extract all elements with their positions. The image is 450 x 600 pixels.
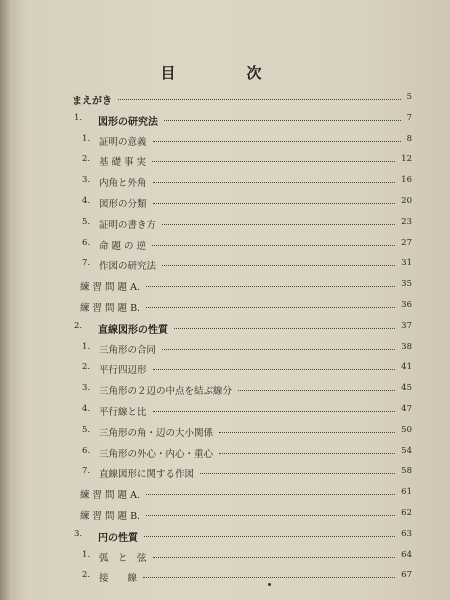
entry-title: 平行線と比 [99, 407, 147, 418]
toc-entry [0, 567, 450, 587]
page-number: 50 [401, 424, 412, 435]
section-number: 3. [82, 175, 91, 186]
toc-entry [0, 463, 450, 483]
section-number: 4. [82, 196, 91, 206]
entry-title: 円の性質 [98, 532, 138, 544]
entry-title: 三角形の２辺の中点を結ぶ線分 [99, 386, 233, 398]
page-number: 5 [406, 92, 412, 102]
toc-entry [0, 401, 450, 421]
toc-entry [0, 214, 450, 234]
section-number: 2. [82, 154, 91, 165]
page-number: 61 [401, 487, 412, 498]
page-number: 54 [401, 445, 412, 456]
dot-leader [153, 557, 396, 558]
section-number: 6. [82, 445, 91, 456]
toc-entry [0, 172, 450, 192]
section-number: 6. [82, 237, 91, 248]
page-number: 23 [401, 216, 412, 227]
toc-entry [0, 422, 450, 442]
entry-title: まえがき [72, 96, 112, 107]
page-number: 38 [401, 341, 412, 352]
dot-leader [219, 453, 395, 454]
dot-leader [144, 536, 395, 537]
toc-entry [0, 380, 450, 400]
toc-entry [0, 526, 450, 546]
section-number: 2. [82, 362, 91, 373]
page-number: 47 [401, 404, 412, 414]
toc-entry [0, 297, 450, 317]
entry-title: 三角形の外心・内心・重心 [99, 448, 214, 460]
entry-title: 作図の研究法 [99, 261, 157, 273]
dot-leader [200, 473, 395, 474]
page-number: 41 [401, 362, 412, 373]
page-number: 58 [401, 466, 412, 477]
section-number: 1. [82, 549, 91, 560]
entry-title: 内角と外角 [99, 178, 147, 190]
toc-entry [0, 235, 450, 255]
section-number: 7. [82, 258, 91, 269]
toc-entry [0, 505, 450, 525]
dot-leader [238, 390, 395, 391]
page-number: 12 [401, 154, 412, 165]
entry-title: 練 習 問 題 B. [80, 303, 141, 314]
toc-entry [0, 359, 450, 379]
entry-title: 接 線 [99, 573, 138, 585]
entry-title: 三角形の合同 [99, 344, 157, 356]
section-number: 5. [82, 424, 91, 435]
toc-entry [0, 276, 450, 296]
toc-entry [0, 193, 450, 213]
dot-leader [146, 307, 395, 308]
section-number: 2. [82, 570, 91, 581]
chapter-number: 2. [74, 320, 83, 331]
page-number: 45 [401, 383, 412, 394]
toc-entry [0, 318, 450, 338]
page-number: 67 [401, 570, 412, 581]
dot-leader [164, 120, 401, 121]
entry-title: 図形の研究法 [98, 116, 158, 128]
dot-leader [118, 99, 401, 100]
dot-leader [162, 349, 395, 350]
page-number: 16 [401, 175, 412, 186]
toc-entry [0, 89, 450, 109]
dot-leader [146, 286, 395, 287]
entry-title: 直線図形に関する作図 [99, 469, 195, 481]
entry-title: 三角形の角・辺の大小関係 [99, 427, 214, 439]
entry-title: 練 習 問 題 B. [80, 511, 141, 522]
dot-leader [152, 245, 395, 246]
page-number: 8 [406, 133, 412, 144]
entry-title: 図形の分類 [99, 199, 147, 210]
toc-entry [0, 110, 450, 130]
entry-title: 証明の書き方 [99, 219, 157, 231]
page-speck [268, 583, 271, 586]
section-number: 5. [82, 216, 91, 227]
entry-title: 命 題 の 逆 [99, 240, 147, 252]
section-number: 7. [82, 466, 91, 477]
dot-leader [143, 577, 395, 578]
dot-leader [153, 182, 396, 183]
dot-leader [153, 203, 396, 204]
entry-title: 弧 と 弦 [99, 552, 147, 564]
dot-leader [153, 369, 396, 370]
toc-entry [0, 131, 450, 151]
entry-title: 平行四辺形 [99, 365, 147, 377]
page-number: 64 [401, 549, 412, 560]
dot-leader [162, 265, 395, 266]
page-number: 7 [406, 112, 412, 123]
toc-entry [0, 151, 450, 171]
page-title: 目 次 [160, 64, 290, 82]
section-number: 4. [82, 404, 91, 414]
dot-leader [153, 141, 401, 142]
entry-title: 基 礎 事 実 [99, 157, 147, 169]
toc-entry [0, 443, 450, 463]
page-number: 31 [401, 258, 412, 269]
page-number: 20 [401, 196, 412, 206]
entry-title: 直線図形の性質 [98, 324, 168, 336]
page-number: 27 [401, 237, 412, 248]
page-number: 63 [401, 528, 412, 539]
entry-title: 証明の意義 [99, 136, 147, 148]
entry-title: 練 習 問 題 A. [80, 282, 140, 294]
dot-leader [219, 432, 395, 433]
page-number: 37 [401, 320, 412, 331]
dot-leader [146, 494, 395, 495]
page-number: 62 [401, 508, 412, 518]
toc-entry [0, 339, 450, 359]
dot-leader [146, 515, 395, 516]
toc-entry [0, 484, 450, 504]
section-number: 3. [82, 383, 91, 394]
toc-entry [0, 255, 450, 275]
section-number: 1. [82, 341, 91, 352]
section-number: 1. [82, 133, 91, 144]
page-number: 36 [401, 300, 412, 310]
dot-leader [162, 224, 395, 225]
dot-leader [153, 411, 396, 412]
dot-leader [174, 328, 395, 329]
page-number: 35 [401, 279, 412, 290]
chapter-number: 3. [74, 528, 83, 539]
toc-entry [0, 547, 450, 567]
entry-title: 練 習 問 題 A. [80, 490, 140, 502]
dot-leader [152, 161, 395, 162]
chapter-number: 1. [74, 112, 83, 123]
